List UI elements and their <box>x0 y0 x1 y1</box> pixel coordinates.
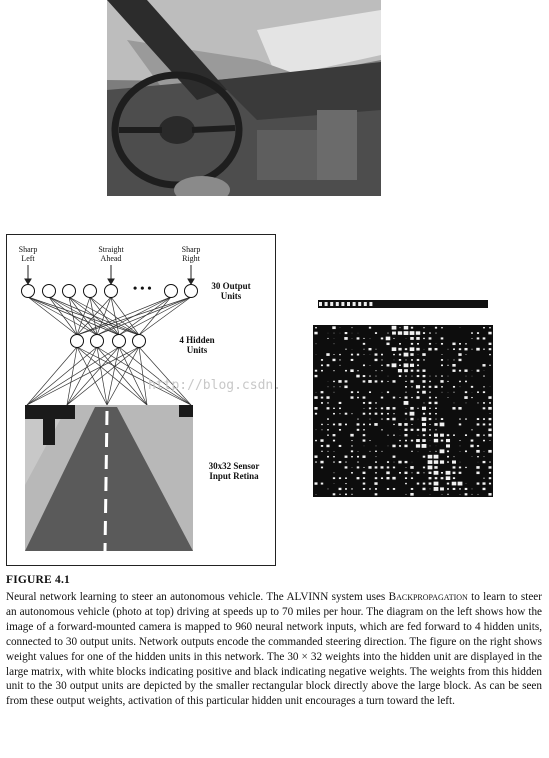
hidden-unit-node <box>133 335 146 348</box>
output-unit-node <box>165 285 178 298</box>
weight-matrix-figure <box>313 300 493 500</box>
output-unit-node <box>105 285 118 298</box>
output-label-sharp-right: Sharp Right <box>181 245 201 263</box>
caption-smallcaps: Backpropagation <box>388 591 468 603</box>
ellipsis: • • • <box>133 281 152 295</box>
output-unit-node <box>84 285 97 298</box>
watermark: http://blog.csdn. <box>148 378 282 393</box>
car-interior-photo <box>107 0 381 196</box>
figure-caption: Neural network learning to steer an autonomous vehicle. The ALVINN system uses Backpropagation to learn to steer an autonomous vehicle (photo at top) driving at speeds up to 70 miles per hour. The diagram on the left shows how the image of a forward-mounted camera is mapped to 960 neural network inputs, which are fed forward to 4 hidden units, connected to 30 output units. Network outputs encode the commanded steering direction. The figure on the right shows weight values for one of the hidden units in this network. The 30 × 32 weights into the hidden unit are displayed in the large matrix, with white blocks indicating positive and black indicating negative weights. The weights from this hidden unit to the 30 output units are depicted by the smaller rectangular block directly above the large block. As can be seen from these output weights, activation of this particular hidden unit encourages a turn toward the left. <box>6 591 543 708</box>
retina-label: 30x32 Sensor Input Retina <box>208 461 260 481</box>
output-unit-node <box>185 285 198 298</box>
output-unit-node <box>43 285 56 298</box>
figure-label: FIGURE 4.1 <box>6 574 70 586</box>
output-unit-node <box>22 285 35 298</box>
output-units-label: 30 Output Units <box>211 281 251 301</box>
hidden-units-label: 4 Hidden Units <box>179 335 215 355</box>
hidden-unit-weight-matrix <box>313 325 493 497</box>
hidden-unit-node <box>71 335 84 348</box>
hidden-unit-node <box>91 335 104 348</box>
network-diagram <box>6 234 276 566</box>
hidden-unit-node <box>113 335 126 348</box>
output-weights-block <box>318 300 488 308</box>
output-label-straight-ahead: Straight Ahead <box>98 245 124 263</box>
input-retina-image <box>25 405 193 551</box>
output-label-sharp-left: Sharp Left <box>18 245 38 263</box>
output-unit-node <box>63 285 76 298</box>
